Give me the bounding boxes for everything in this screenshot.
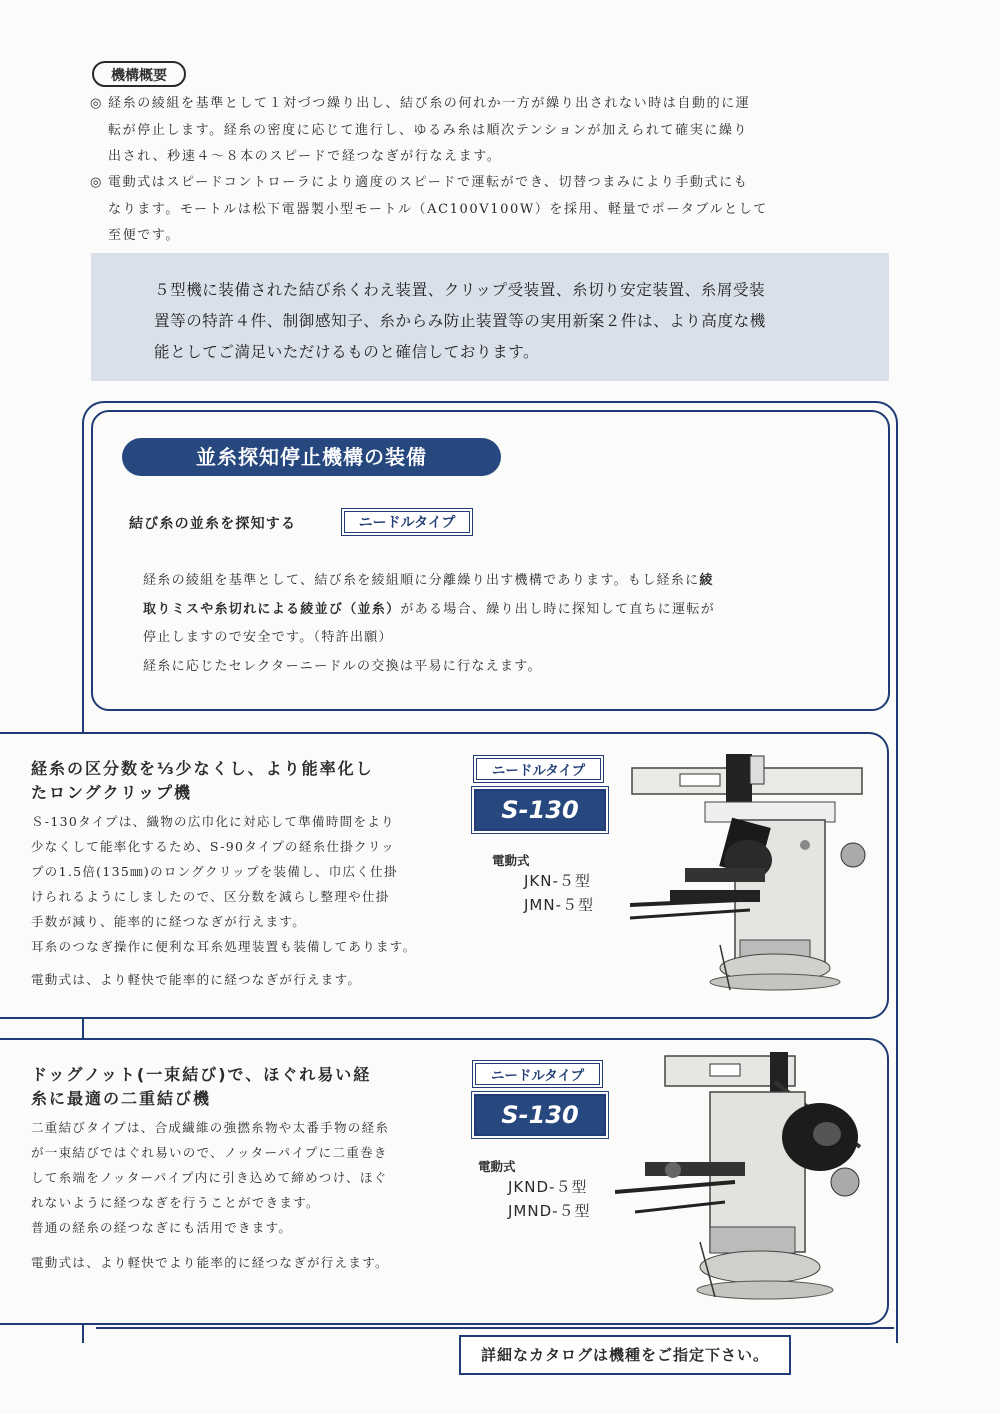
- text-line: 至便です。: [108, 228, 180, 243]
- bold-segment: 取りミスや糸切れによる綾並び（並糸）: [143, 601, 401, 617]
- series-label: S-130: [501, 796, 579, 824]
- text-line: 糸に最適の二重結び機: [31, 1089, 212, 1108]
- overview-paragraph-2: [90, 170, 908, 250]
- text-line: たロングクリップ機: [31, 783, 193, 802]
- text-line: して糸端をノッターパイプ内に引き込めて締めつけ、ほぐ: [31, 1170, 388, 1185]
- s130-badge: [474, 1094, 606, 1136]
- text-line: [143, 596, 863, 625]
- model-type-label: 電動式: [478, 1159, 516, 1174]
- needle-type-badge: [341, 508, 473, 536]
- text-line: 能としてご満足いただけるものと確信しております。: [154, 343, 540, 361]
- detection-subheading: 結び糸の並糸を探知する: [129, 516, 297, 532]
- needle-type-badge: [472, 1060, 603, 1088]
- text-line: 置等の特許４件、制御感知子、糸からみ防止装置等の実用新案２件は、より高度な機: [154, 312, 766, 330]
- text-line: 耳糸のつなぎ操作に便利な耳糸処理装置も装備してあります。: [31, 939, 417, 954]
- text-line: 手数が減り、能率的に経つなぎが行えます。: [31, 914, 307, 929]
- text-line: 普通の経糸の経つなぎにも活用できます。: [31, 1220, 293, 1235]
- text-line: 経糸の綾組を基準として１対づつ繰り出し、結び糸の何れか一方が繰り出されない時は自動的に運: [108, 96, 751, 111]
- model-name: JKND-５型: [508, 1178, 588, 1196]
- machine-photo-jknd: [615, 1052, 880, 1307]
- text-line: 少なくして能率化するため、S-90タイプの経糸仕掛クリッ: [31, 839, 395, 854]
- text-line: けられるようにしましたので、区分数を減らし整理や仕掛: [31, 889, 390, 904]
- needle-type-badge: [473, 755, 604, 783]
- series-label: S-130: [501, 1101, 579, 1129]
- machine-photo-jkn: [630, 750, 875, 995]
- overview-paragraph-1: [90, 91, 908, 171]
- product1-title: [31, 757, 451, 805]
- model-type-label: 電動式: [492, 853, 530, 868]
- machine-illustration: [630, 754, 865, 990]
- detection-heading: 並糸探知停止機構の装備: [122, 438, 501, 476]
- text-line: 二重結びタイプは、合成繊維の強撚糸物や太番手物の経糸: [31, 1120, 390, 1135]
- text-line: 電動式はスピードコントローラにより適度のスピードで運転ができ、切替つまみにより手動式にも: [108, 175, 749, 190]
- bullet-mark: ◎: [90, 175, 103, 190]
- product1-body: [31, 809, 451, 959]
- text-line: プの1.5倍(135㎜)のロングクリップを装備し、巾広く仕掛: [31, 864, 398, 879]
- overview-label: 機構概要: [92, 61, 186, 87]
- product2-body: [31, 1115, 451, 1240]
- detection-body: [143, 567, 863, 681]
- outer-frame-bottom: [96, 1327, 894, 1329]
- needle-type-label: ニードルタイプ: [344, 511, 470, 533]
- patent-box: [91, 253, 889, 381]
- bold-segment: 綾: [699, 573, 714, 588]
- product2-footer-line: 電動式は、より軽快でより能率的に経つなぎが行えます。: [31, 1255, 389, 1270]
- bullet-mark: ◎: [90, 96, 103, 111]
- needle-type-label: ニードルタイプ: [476, 758, 601, 780]
- text-line: なります。モートルは松下電器製小型モートル（AC100V100W）を採用、軽量でポータブルとして: [108, 201, 768, 217]
- model-name: JKN-５型: [524, 872, 591, 890]
- model-name: JMN-５型: [524, 896, 594, 914]
- catalog-note: 詳細なカタログは機種をご指定下さい。: [459, 1335, 791, 1375]
- text-line: 転が停止します。経糸の密度に応じて進行し、ゆるみ糸は順次テンションが加えられて確実に繰り: [108, 122, 749, 138]
- text-line: ドッグノット(一束結び)で、ほぐれ易い経: [31, 1065, 372, 1084]
- text-segment: 経糸の綾組を基準として、結び糸を綾組順に分離繰り出す機構であります。もし経糸に: [143, 573, 700, 588]
- text-line: れないように経つなぎを行うことができます。: [31, 1195, 320, 1210]
- text-line: Ｓ-130タイプは、織物の広巾化に対応して準備時間をより: [31, 814, 395, 829]
- text-line: 経糸に応じたセレクターニードルの交換は平易に行なえます。: [143, 658, 542, 674]
- patent-text: [154, 275, 854, 368]
- machine-illustration: [615, 1052, 860, 1299]
- text-line: が一束結びではぐれ易いので、ノッターパイプに二重巻き: [31, 1145, 388, 1160]
- text-segment: がある場合、繰り出し時に探知して直ちに運転が: [400, 601, 716, 617]
- model-name: JMND-５型: [508, 1202, 591, 1220]
- text-line: 出され、秒速４〜８本のスピードで経つなぎが行なえます。: [108, 149, 502, 164]
- product2-title: [31, 1063, 451, 1111]
- text-line: ５型機に装備された結び糸くわえ装置、クリップ受装置、糸切り安定装置、糸屑受装: [154, 281, 766, 299]
- text-line: 停止しますので安全です。（特許出願）: [143, 630, 393, 645]
- s130-badge: [474, 789, 606, 831]
- needle-type-label: ニードルタイプ: [475, 1063, 600, 1085]
- text-line: [143, 567, 863, 596]
- product1-footer-line: 電動式は、より軽快で能率的に経つなぎが行えます。: [31, 972, 362, 987]
- text-line: 経糸の区分数を⅓少なくし、より能率化し: [31, 759, 374, 778]
